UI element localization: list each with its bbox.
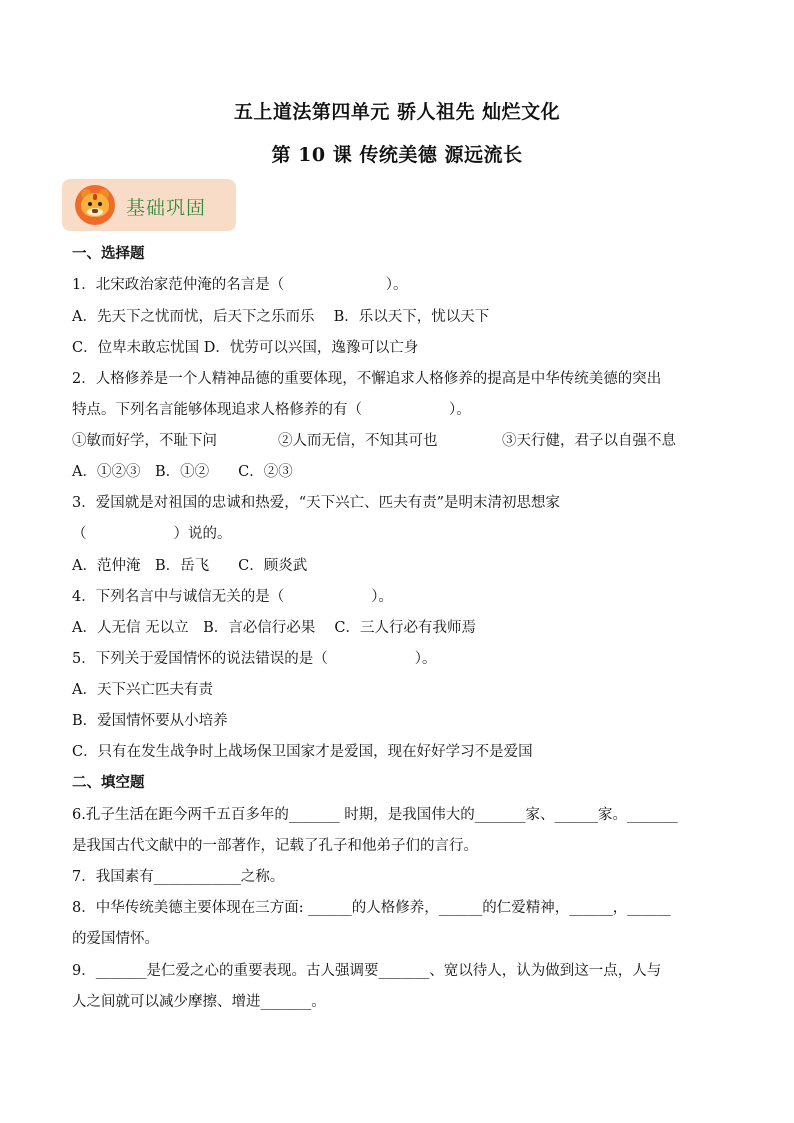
unit-title: 五上道法第四单元 骄人祖先 灿烂文化: [233, 101, 561, 123]
question-5-option-b: B．爱国情怀要从小培养: [72, 713, 228, 729]
section-heading-choice: 一、选择题: [72, 246, 145, 262]
question-3-line-1: 3．爱国就是对祖国的忠诚和热爱，“天下兴亡、匹夫有责”是明末清初思想家: [72, 495, 561, 511]
question-7: 7．我国素有____________之称。: [72, 869, 285, 885]
question-3-line-2: （ ）说的。: [72, 526, 232, 542]
question-2-statements: [72, 431, 676, 451]
question-4: 4．下列名言中与诚信无关的是（ ）。: [72, 589, 393, 605]
question-2-line-2: 特点。下列名言能够体现追求人格修养的有（ ）。: [72, 402, 471, 418]
question-6-line-1: 6.孔子生活在距今两千五百多年的_______ 时期，是我国伟大的_______家、______家。_______: [72, 807, 678, 823]
question-2-options: A．①②③ B．①② C．②③: [72, 464, 293, 480]
question-1: 1．北宋政治家范仲淹的名言是（ ）。: [72, 277, 408, 293]
statement-1: ①敏而好学，不耻下问: [72, 433, 217, 449]
lesson-title: 第 10 课 传统美德 源远流长: [271, 144, 523, 166]
question-1-options-cd: C．位卑未敢忘忧国 D．忧劳可以兴国，逸豫可以亡身: [72, 340, 419, 356]
statement-3: ③天行健，君子以自强不息: [502, 433, 676, 449]
question-5-option-c: C．只有在发生战争时上战场保卫国家才是爱国，现在好好学习不是爱国: [72, 744, 533, 760]
question-5-option-a: A．天下兴亡匹夫有责: [72, 682, 213, 698]
question-9-line-2: 人之间就可以减少摩擦、增进_______。: [72, 994, 326, 1010]
tiger-icon: [75, 185, 115, 225]
question-2-line-1: 2．人格修养是一个人精神品德的重要体现，不懈追求人格修养的提高是中华传统美德的突出: [72, 371, 662, 387]
question-1-options-ab: A．先天下之忧而忧，后天下之乐而乐 B．乐以天下，忧以天下: [72, 309, 490, 325]
question-8-line-1: 8．中华传统美德主要体现在三方面: ______的人格修养，______的仁爱精神，______，______: [72, 900, 671, 916]
question-6-line-2: 是我国古代文献中的一部著作，记载了孔子和他弟子们的言行。: [72, 838, 478, 854]
statement-2: ②人而无信，不知其可也: [278, 433, 438, 449]
section-badge: [62, 179, 236, 231]
question-9-line-1: 9．_______是仁爱之心的重要表现。古人强调要_______、宽以待人，认为做到这一点，人与: [72, 963, 662, 979]
badge-label: 基础巩固: [126, 197, 207, 219]
question-4-options: A．人无信 无以立 B．言必信行必果 C．三人行必有我师焉: [72, 620, 476, 636]
question-8-line-2: 的爱国情怀。: [72, 931, 159, 947]
question-3-options: A．范仲淹 B．岳飞 C．顾炎武: [72, 558, 308, 574]
section-heading-fill: 二、填空题: [72, 775, 145, 791]
question-5: 5．下列关于爱国情怀的说法错误的是（ ）。: [72, 651, 437, 667]
